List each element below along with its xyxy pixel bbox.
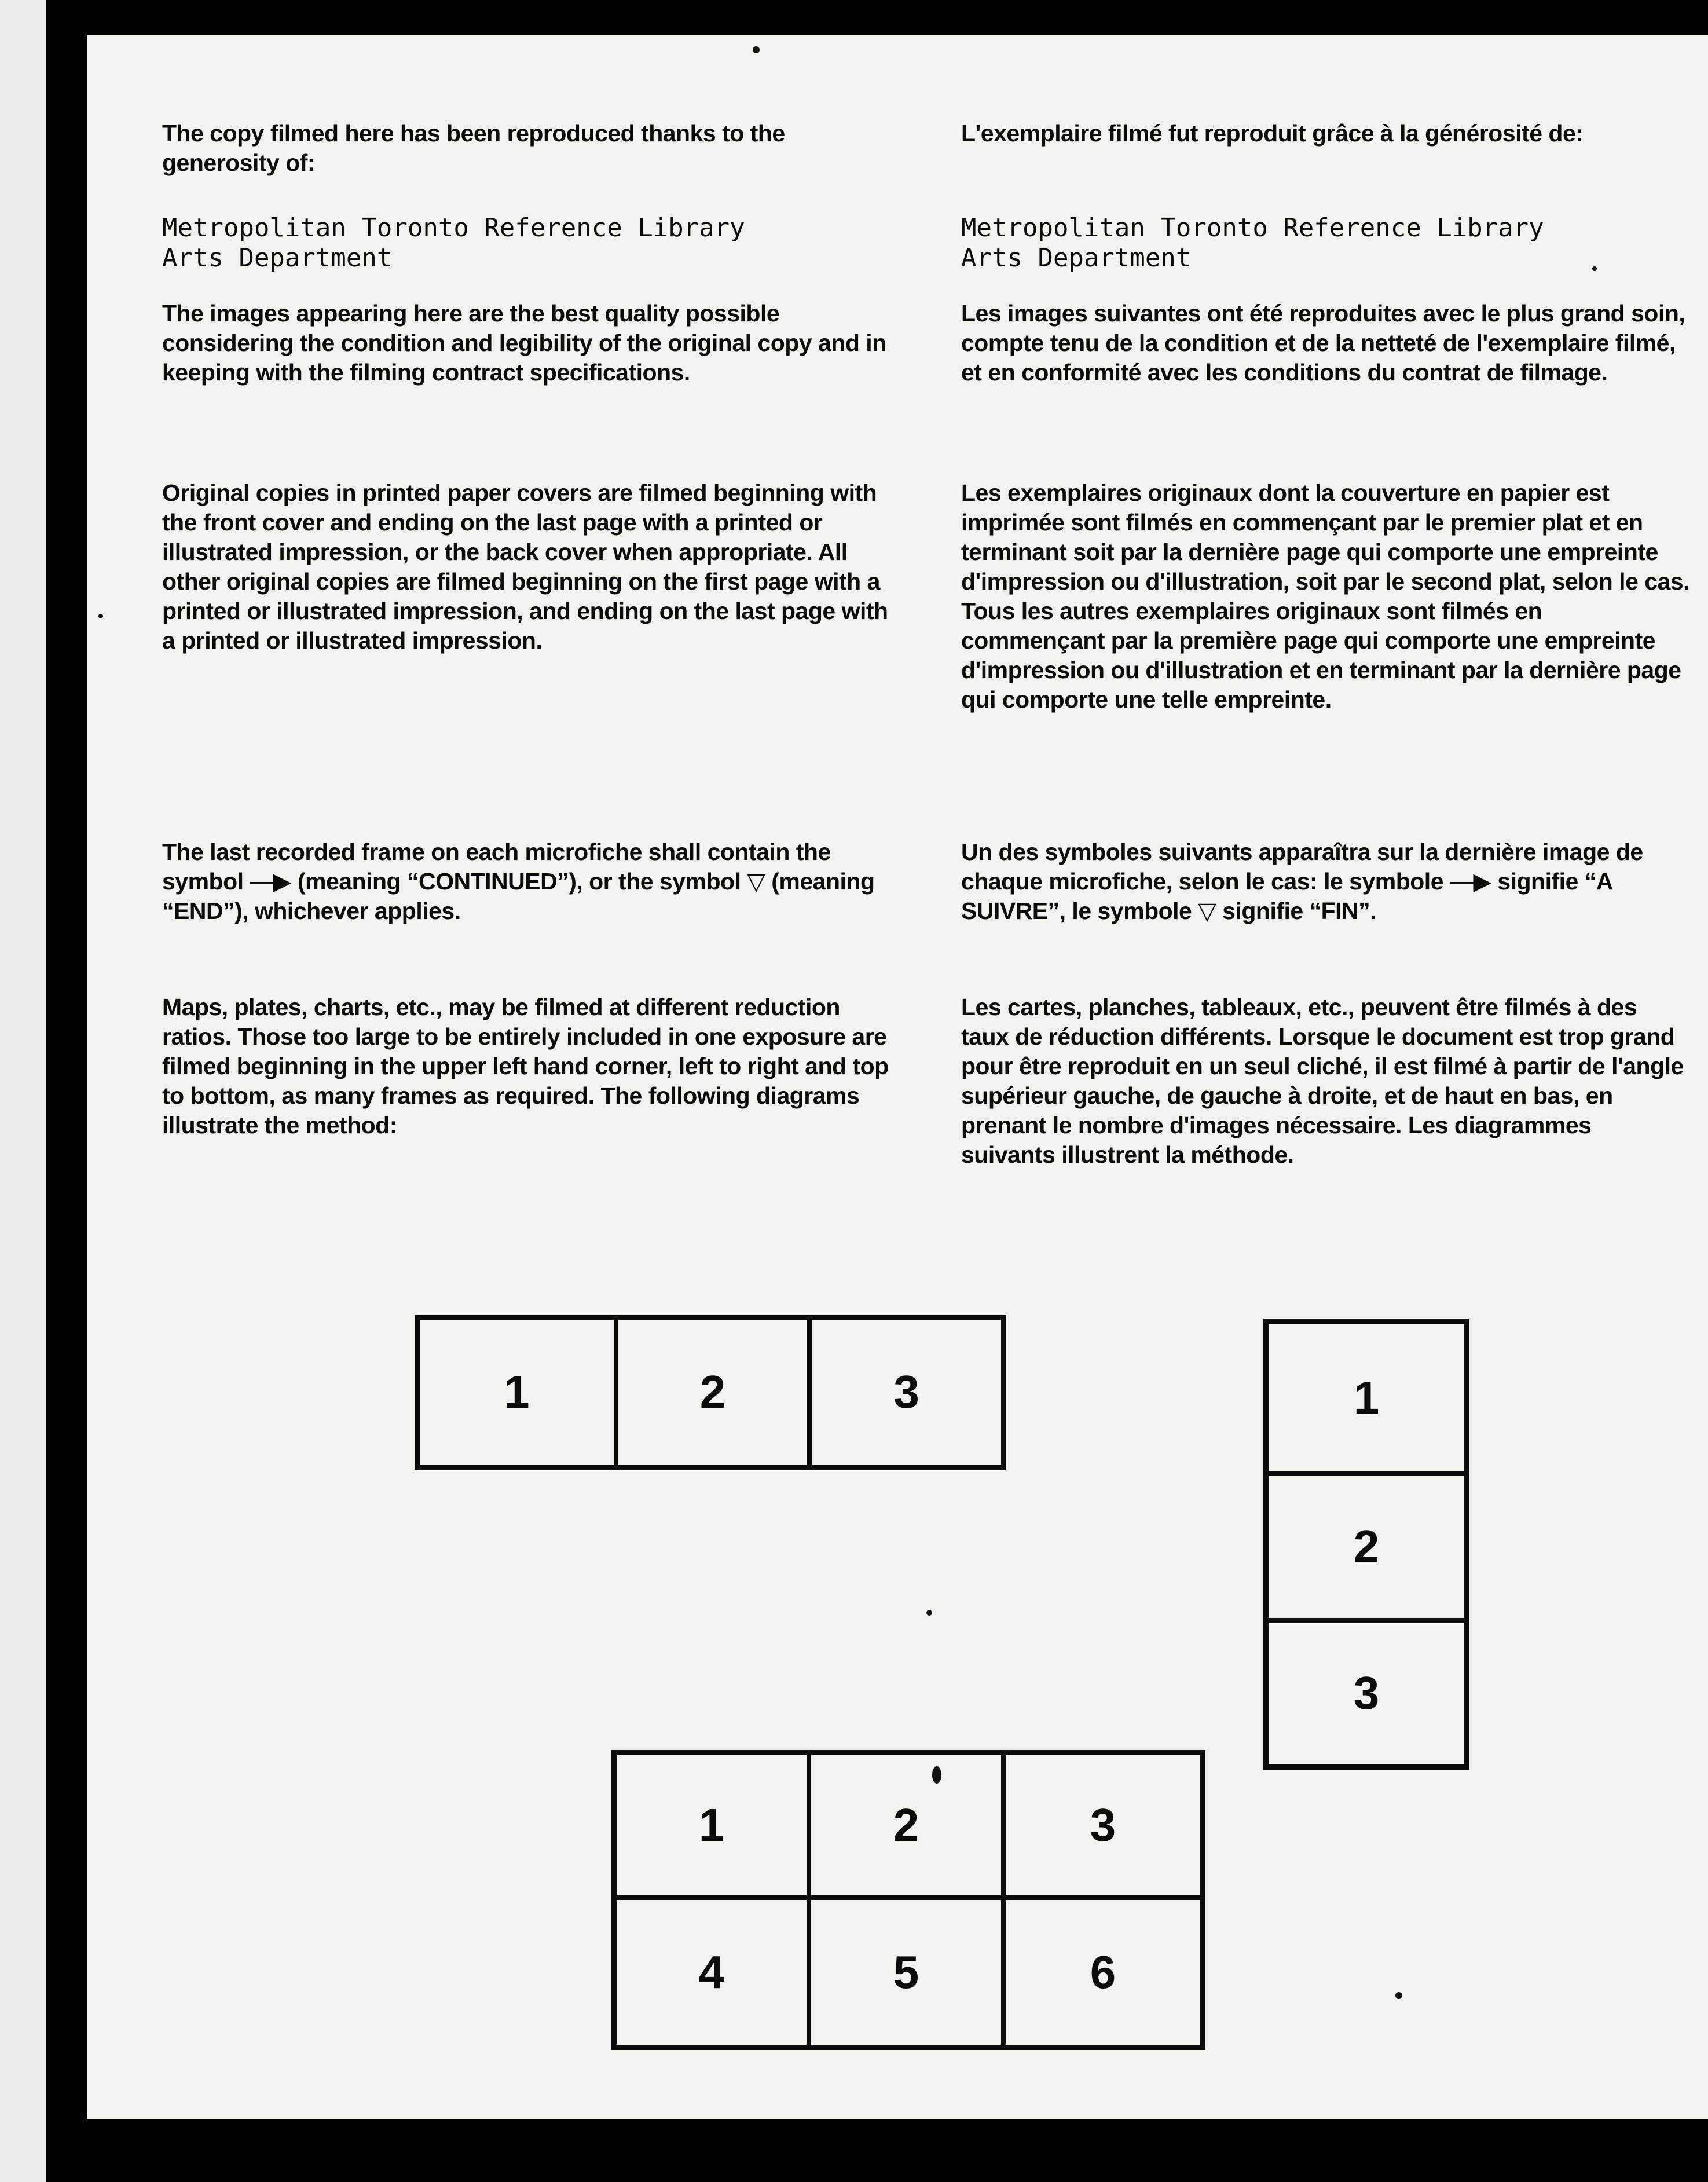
frame-cell: 2 [614, 1320, 808, 1465]
microfiche-frame [87, 35, 1708, 2119]
frame-cell: 3 [1269, 1618, 1464, 1764]
scan-speck [932, 1766, 941, 1784]
frame-cell: 3 [1006, 1755, 1200, 1900]
frame-cell: 1 [1353, 1371, 1380, 1423]
originals-paragraph-fr: Les exemplaires originaux dont la couverture en papier est imprimée sont filmés en commençant par le premier plat et en terminant soit par la dernière page qui comporte une empreinte d'impression ou d'illustration, soit par le second plat, selon le cas. Tous les autres exemplaires originaux sont filmés en commençant par la première page qui comporte une empreinte d'impression ou d'illustration et en terminant par la dernière page qui comporte une telle empreinte. [961, 479, 1690, 713]
frame-cell: 2 [811, 1755, 1006, 1900]
frame-cell: 6 [1090, 1946, 1116, 1998]
scan-speck [1592, 266, 1597, 271]
horizontal-frames-diagram [415, 1315, 1006, 1470]
library-name-fr: Metropolitan Toronto Reference Library [961, 213, 1544, 243]
scan-speck [926, 1610, 932, 1616]
maps-paragraph: Maps, plates, charts, etc., may be filmed at different reduction ratios. Those too large to be entirely included in one exposure are filmed beginning in the upper left hand corner, left to right and top to bottom, as many frames as required. The following diagrams illustrate the method: [162, 994, 889, 1138]
scan-speck [98, 614, 103, 618]
frame-cell: 2 [1269, 1471, 1464, 1617]
symbol-paragraph: The last recorded frame on each microfiche shall contain the symbol —▶ (meaning “CONTINUED”), or the symbol ▽ (meaning “END”), whichever applies. [162, 839, 875, 924]
maps-paragraph-fr: Les cartes, planches, tableaux, etc., peuvent être filmés à des taux de réduction différents. Lorsque le document est trop grand pour être reproduit en un seul cliché, il est filmé à partir de l'angle supérieur gauche, de gauche à droite, et de haut en bas, en prenant le nombre d'images nécessaire. Les diagrammes suivants illustrent la méthode. [961, 994, 1684, 1168]
symbol-paragraph-fr: Un des symboles suivants apparaîtra sur la dernière image de chaque microfiche, selon le cas: le symbole —▶ signifie “A SUIVRE”, le symbole ▽ signifie “FIN”. [961, 839, 1643, 924]
quality-paragraph: The images appearing here are the best quality possible considering the condition and legibility of the original copy and in keeping with the filming contract specifications. [162, 300, 886, 386]
frame-cell: 5 [811, 1900, 1006, 2045]
quality-paragraph-fr: Les images suivantes ont été reproduites avec le plus grand soin, compte tenu de la condition et de la netteté de l'exemplaire filmé, et en conformité avec les conditions du contrat de filmage. [961, 300, 1685, 386]
frame-cell: 1 [504, 1366, 530, 1418]
scan-speck [753, 46, 760, 53]
frame-cell: 4 [617, 1900, 811, 2045]
frame-cell: 3 [807, 1320, 1001, 1465]
grid-frames-diagram [611, 1750, 1205, 2050]
department-name: Arts Department [162, 243, 393, 273]
vertical-frames-diagram [1263, 1319, 1469, 1770]
scan-speck [1395, 1992, 1402, 1999]
department-name-fr: Arts Department [961, 243, 1192, 273]
originals-paragraph: Original copies in printed paper covers are filmed beginning with the front cover and ending on the last page with a printed or illustrated impression, or the back cover when appropriate. All other original copies are filmed beginning on the first page with a printed or illustrated impression, and ending on the last page with a printed or illustrated impression. [162, 479, 888, 654]
frame-cell: 1 [617, 1755, 811, 1900]
thanks-text-fr: L'exemplaire filmé fut reproduit grâce à la générosité de: [961, 120, 1584, 147]
library-name: Metropolitan Toronto Reference Library [162, 213, 745, 243]
adjacent-frame-strip [0, 0, 46, 2182]
thanks-text: The copy filmed here has been reproduced thanks to the generosity of: [162, 120, 785, 176]
